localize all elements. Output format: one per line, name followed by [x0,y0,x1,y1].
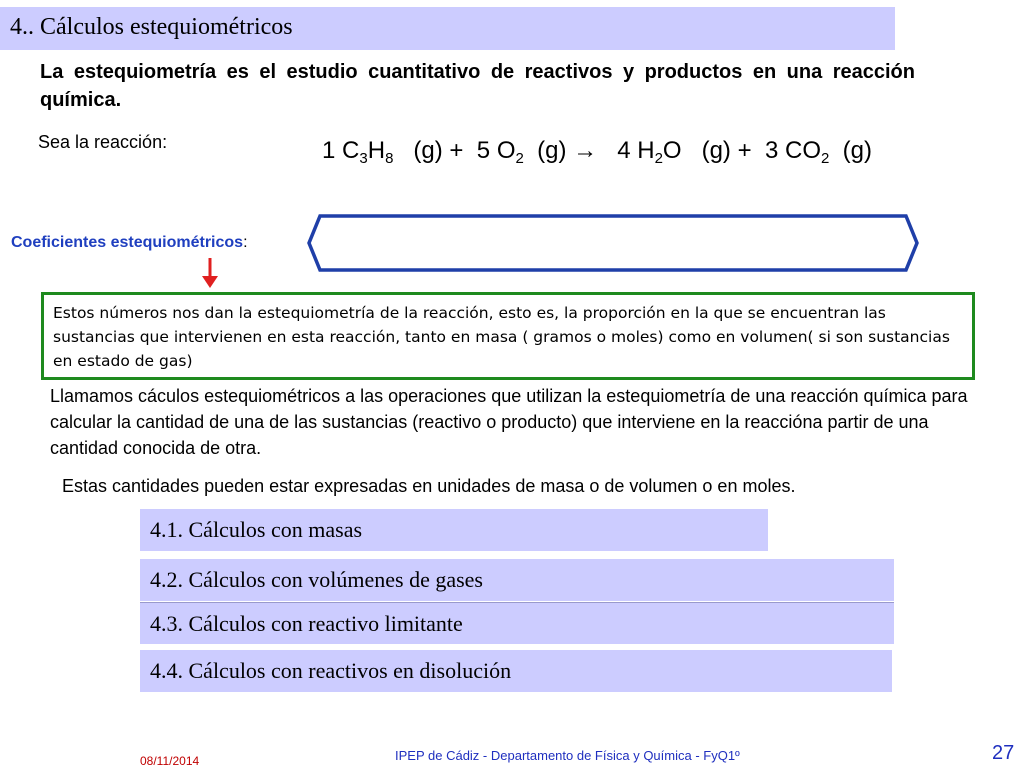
subscript: 2 [515,150,524,167]
coefficient-shapes [0,0,1024,300]
reaction-label: Sea la reacción: [38,132,168,152]
state-4: (g) [842,137,873,164]
product-h: H [637,137,655,164]
reactant-o: O [496,137,516,164]
product-o: O [662,137,682,164]
definition-paragraph: Llamamos cáculos estequiométricos a las operaciones que utilizan la estequiometría de una reacción química para calcular la cantidad de una de las sustancias (reactivo o producto) que interviene en la reacciónа partir de una cantidad conocida de otra. [50,386,968,458]
explanation-text: Estos números nos dan la estequiometría de la reacción, esto es, la proporción en la que se encuentran las sustancias que intervienen en esta reacción, tanto en masa ( gramos o moles) como en volumen( si son sustancias en estado de gas) [53,304,950,370]
page-number: 27 [992,742,1015,764]
coefficient-2: 5 [476,137,491,164]
section-link-gases[interactable] [140,559,894,601]
subscript: 3 [359,150,368,167]
slide-title: 4.. Cálculos estequiométricos [10,14,293,40]
reactant-h: H [367,137,386,164]
coefficient-bracket-shape [309,216,917,270]
coefficient-1: 1 [322,137,336,164]
footer-institution: IPEP de Cádiz - Departamento de Física y Química - FyQ1º [395,748,740,763]
coefficient-3: 4 [617,137,631,164]
state-2: (g) → [537,137,598,164]
section-link-disolucion[interactable] [140,650,892,692]
subscript: 8 [385,150,394,167]
section-label: 4.4. Cálculos con reactivos en disolución [150,658,512,683]
footer-date: 08/11/2014 [140,754,200,768]
state-1: (g) + [413,137,464,164]
section-label: 4.3. Cálculos con reactivo limitante [150,611,463,636]
product-co: CO [784,137,821,164]
state-3: (g) + [701,137,752,164]
section-label: 4.2. Cálculos con volúmenes de gases [150,567,483,592]
coefficients-colon: : [243,234,248,251]
coefficients-label-text: Coeficientes estequiométricos [11,234,244,251]
subscript: 2 [654,150,663,167]
section-label: 4.1. Cálculos con masas [150,517,363,542]
coefficient-4: 3 [764,137,779,164]
red-arrow-head [202,276,218,288]
reactant-c: C [342,137,360,164]
section-link-limitante[interactable] [140,602,894,644]
intro-text: La estequiometría es el estudio cuantitativo de reactivos y productos en una reacción química. [40,61,915,111]
units-paragraph: Estas cantidades pueden estar expresadas en unidades de masa o de volumen o en moles. [62,476,796,496]
section-link-masas[interactable] [140,509,768,551]
subscript: 2 [820,150,830,167]
